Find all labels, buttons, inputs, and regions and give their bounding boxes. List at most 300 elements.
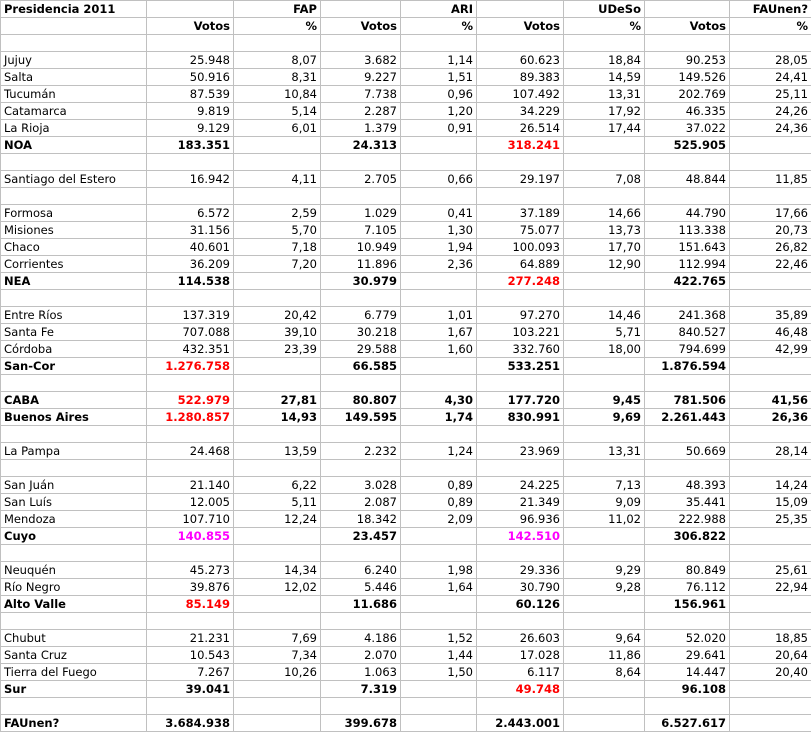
percent-cell[interactable] bbox=[564, 715, 645, 732]
percent-cell[interactable] bbox=[730, 715, 811, 732]
province-name-cell[interactable]: CABA bbox=[1, 392, 147, 409]
province-name-cell[interactable]: Mendoza bbox=[1, 511, 147, 528]
percent-cell[interactable]: 1,24 bbox=[401, 443, 477, 460]
votos-cell[interactable]: 87.539 bbox=[147, 86, 234, 103]
percent-cell[interactable] bbox=[730, 596, 811, 613]
percent-cell[interactable] bbox=[730, 681, 811, 698]
votos-cell[interactable]: 96.936 bbox=[477, 511, 564, 528]
percent-cell[interactable]: 28,14 bbox=[730, 443, 811, 460]
votos-cell[interactable]: 66.585 bbox=[321, 358, 401, 375]
votos-cell[interactable]: 9.129 bbox=[147, 120, 234, 137]
sheet-title[interactable]: Presidencia 2011 bbox=[1, 1, 147, 18]
percent-cell[interactable] bbox=[730, 358, 811, 375]
percent-cell[interactable]: 14,93 bbox=[234, 409, 321, 426]
percent-cell[interactable]: 25,11 bbox=[730, 86, 811, 103]
votos-cell[interactable]: 5.446 bbox=[321, 579, 401, 596]
percent-cell[interactable]: 1,14 bbox=[401, 52, 477, 69]
votos-cell[interactable]: 39.041 bbox=[147, 681, 234, 698]
votos-cell[interactable]: 781.506 bbox=[645, 392, 730, 409]
votos-header-faunen[interactable]: Votos bbox=[645, 18, 730, 35]
percent-cell[interactable]: 11,02 bbox=[564, 511, 645, 528]
empty-cell[interactable] bbox=[401, 426, 477, 443]
empty-cell[interactable] bbox=[1, 188, 147, 205]
empty-cell[interactable] bbox=[645, 375, 730, 392]
empty-cell[interactable] bbox=[477, 154, 564, 171]
province-name-cell[interactable]: NEA bbox=[1, 273, 147, 290]
percent-cell[interactable] bbox=[234, 137, 321, 154]
votos-cell[interactable]: 1.280.857 bbox=[147, 409, 234, 426]
empty-cell[interactable] bbox=[730, 460, 811, 477]
votos-cell[interactable]: 830.991 bbox=[477, 409, 564, 426]
votos-cell[interactable]: 14.447 bbox=[645, 664, 730, 681]
province-name-cell[interactable]: Salta bbox=[1, 69, 147, 86]
province-name-cell[interactable]: Jujuy bbox=[1, 52, 147, 69]
empty-cell[interactable] bbox=[730, 188, 811, 205]
votos-cell[interactable]: 6.779 bbox=[321, 307, 401, 324]
percent-cell[interactable] bbox=[234, 273, 321, 290]
votos-cell[interactable]: 4.186 bbox=[321, 630, 401, 647]
percent-cell[interactable]: 13,59 bbox=[234, 443, 321, 460]
empty-cell[interactable] bbox=[645, 188, 730, 205]
votos-cell[interactable]: 44.790 bbox=[645, 205, 730, 222]
votos-cell[interactable]: 24.468 bbox=[147, 443, 234, 460]
percent-cell[interactable]: 12,90 bbox=[564, 256, 645, 273]
empty-cell[interactable] bbox=[1, 35, 147, 52]
header-cell[interactable] bbox=[645, 1, 730, 18]
empty-cell[interactable] bbox=[1, 460, 147, 477]
percent-cell[interactable] bbox=[564, 358, 645, 375]
votos-cell[interactable]: 1.379 bbox=[321, 120, 401, 137]
percent-cell[interactable]: 1,60 bbox=[401, 341, 477, 358]
votos-cell[interactable]: 21.140 bbox=[147, 477, 234, 494]
empty-cell[interactable] bbox=[147, 154, 234, 171]
percent-cell[interactable]: 9,09 bbox=[564, 494, 645, 511]
empty-cell[interactable] bbox=[234, 698, 321, 715]
percent-cell[interactable] bbox=[730, 273, 811, 290]
empty-cell[interactable] bbox=[645, 613, 730, 630]
percent-cell[interactable]: 42,99 bbox=[730, 341, 811, 358]
percent-cell[interactable]: 9,29 bbox=[564, 562, 645, 579]
empty-cell[interactable] bbox=[401, 154, 477, 171]
votos-cell[interactable]: 6.117 bbox=[477, 664, 564, 681]
empty-cell[interactable] bbox=[730, 545, 811, 562]
votos-cell[interactable]: 23.457 bbox=[321, 528, 401, 545]
party-header-fap[interactable]: FAP bbox=[234, 1, 321, 18]
empty-cell[interactable] bbox=[564, 698, 645, 715]
percent-cell[interactable]: 17,70 bbox=[564, 239, 645, 256]
votos-cell[interactable]: 24.225 bbox=[477, 477, 564, 494]
empty-cell[interactable] bbox=[564, 426, 645, 443]
empty-cell[interactable] bbox=[321, 375, 401, 392]
empty-cell[interactable] bbox=[321, 698, 401, 715]
votos-cell[interactable]: 64.889 bbox=[477, 256, 564, 273]
votos-cell[interactable]: 50.916 bbox=[147, 69, 234, 86]
empty-cell[interactable] bbox=[730, 35, 811, 52]
empty-cell[interactable] bbox=[564, 613, 645, 630]
empty-cell[interactable] bbox=[645, 545, 730, 562]
percent-cell[interactable]: 2,59 bbox=[234, 205, 321, 222]
percent-cell[interactable]: 1,64 bbox=[401, 579, 477, 596]
empty-cell[interactable] bbox=[147, 613, 234, 630]
votos-cell[interactable]: 37.189 bbox=[477, 205, 564, 222]
votos-cell[interactable]: 794.699 bbox=[645, 341, 730, 358]
province-name-cell[interactable]: Entre Ríos bbox=[1, 307, 147, 324]
votos-cell[interactable]: 89.383 bbox=[477, 69, 564, 86]
percent-cell[interactable]: 9,45 bbox=[564, 392, 645, 409]
votos-cell[interactable]: 177.720 bbox=[477, 392, 564, 409]
empty-cell[interactable] bbox=[564, 290, 645, 307]
province-name-cell[interactable]: Tierra del Fuego bbox=[1, 664, 147, 681]
votos-cell[interactable]: 21.231 bbox=[147, 630, 234, 647]
percent-cell[interactable]: 20,64 bbox=[730, 647, 811, 664]
percent-cell[interactable]: 1,94 bbox=[401, 239, 477, 256]
percent-cell[interactable]: 1,50 bbox=[401, 664, 477, 681]
empty-cell[interactable] bbox=[321, 426, 401, 443]
votos-cell[interactable]: 3.028 bbox=[321, 477, 401, 494]
empty-cell[interactable] bbox=[1, 375, 147, 392]
percent-cell[interactable]: 22,94 bbox=[730, 579, 811, 596]
percent-cell[interactable]: 5,70 bbox=[234, 222, 321, 239]
votos-cell[interactable]: 49.748 bbox=[477, 681, 564, 698]
votos-cell[interactable]: 31.156 bbox=[147, 222, 234, 239]
empty-cell[interactable] bbox=[730, 613, 811, 630]
percent-cell[interactable]: 8,64 bbox=[564, 664, 645, 681]
empty-cell[interactable] bbox=[730, 375, 811, 392]
percent-cell[interactable] bbox=[234, 681, 321, 698]
votos-cell[interactable]: 113.338 bbox=[645, 222, 730, 239]
percent-cell[interactable]: 11,86 bbox=[564, 647, 645, 664]
percent-cell[interactable]: 4,11 bbox=[234, 171, 321, 188]
votos-cell[interactable]: 12.005 bbox=[147, 494, 234, 511]
percent-cell[interactable]: 24,36 bbox=[730, 120, 811, 137]
percent-cell[interactable]: 24,41 bbox=[730, 69, 811, 86]
percent-cell[interactable]: 1,44 bbox=[401, 647, 477, 664]
empty-cell[interactable] bbox=[564, 545, 645, 562]
percent-cell[interactable]: 18,84 bbox=[564, 52, 645, 69]
empty-cell[interactable] bbox=[477, 35, 564, 52]
percent-cell[interactable]: 4,30 bbox=[401, 392, 477, 409]
empty-cell[interactable] bbox=[401, 698, 477, 715]
empty-cell[interactable] bbox=[321, 154, 401, 171]
votos-cell[interactable]: 840.527 bbox=[645, 324, 730, 341]
votos-cell[interactable]: 2.705 bbox=[321, 171, 401, 188]
empty-cell[interactable] bbox=[401, 545, 477, 562]
votos-cell[interactable]: 18.342 bbox=[321, 511, 401, 528]
votos-cell[interactable]: 522.979 bbox=[147, 392, 234, 409]
percent-cell[interactable]: 5,11 bbox=[234, 494, 321, 511]
votos-cell[interactable]: 80.849 bbox=[645, 562, 730, 579]
percent-cell[interactable]: 5,14 bbox=[234, 103, 321, 120]
percent-cell[interactable] bbox=[234, 358, 321, 375]
percent-cell[interactable]: 15,09 bbox=[730, 494, 811, 511]
votos-cell[interactable]: 10.949 bbox=[321, 239, 401, 256]
percent-cell[interactable] bbox=[401, 273, 477, 290]
empty-cell[interactable] bbox=[401, 35, 477, 52]
percent-cell[interactable]: 26,82 bbox=[730, 239, 811, 256]
votos-cell[interactable]: 50.669 bbox=[645, 443, 730, 460]
votos-cell[interactable]: 7.319 bbox=[321, 681, 401, 698]
party-header-udeso[interactable]: UDeSo bbox=[564, 1, 645, 18]
votos-cell[interactable]: 36.209 bbox=[147, 256, 234, 273]
votos-cell[interactable]: 114.538 bbox=[147, 273, 234, 290]
empty-cell[interactable] bbox=[730, 290, 811, 307]
percent-cell[interactable]: 1,01 bbox=[401, 307, 477, 324]
province-name-cell[interactable]: Alto Valle bbox=[1, 596, 147, 613]
percent-cell[interactable]: 9,69 bbox=[564, 409, 645, 426]
percent-cell[interactable]: 35,89 bbox=[730, 307, 811, 324]
votos-cell[interactable]: 318.241 bbox=[477, 137, 564, 154]
empty-cell[interactable] bbox=[147, 460, 234, 477]
empty-cell[interactable] bbox=[1, 426, 147, 443]
percent-cell[interactable]: 20,73 bbox=[730, 222, 811, 239]
votos-cell[interactable]: 306.822 bbox=[645, 528, 730, 545]
votos-cell[interactable]: 107.492 bbox=[477, 86, 564, 103]
votos-cell[interactable]: 1.029 bbox=[321, 205, 401, 222]
votos-cell[interactable]: 34.229 bbox=[477, 103, 564, 120]
percent-cell[interactable]: 14,59 bbox=[564, 69, 645, 86]
header-cell[interactable] bbox=[321, 1, 401, 18]
votos-cell[interactable]: 100.093 bbox=[477, 239, 564, 256]
percent-cell[interactable]: 6,01 bbox=[234, 120, 321, 137]
percent-cell[interactable]: 14,66 bbox=[564, 205, 645, 222]
votos-cell[interactable]: 35.441 bbox=[645, 494, 730, 511]
empty-cell[interactable] bbox=[730, 154, 811, 171]
empty-cell[interactable] bbox=[234, 375, 321, 392]
percent-cell[interactable]: 1,51 bbox=[401, 69, 477, 86]
percent-cell[interactable]: 18,00 bbox=[564, 341, 645, 358]
percent-cell[interactable]: 17,66 bbox=[730, 205, 811, 222]
percent-cell[interactable] bbox=[564, 273, 645, 290]
votos-cell[interactable]: 2.070 bbox=[321, 647, 401, 664]
votos-cell[interactable]: 432.351 bbox=[147, 341, 234, 358]
votos-cell[interactable]: 1.876.594 bbox=[645, 358, 730, 375]
percent-cell[interactable]: 14,34 bbox=[234, 562, 321, 579]
votos-cell[interactable]: 46.335 bbox=[645, 103, 730, 120]
empty-cell[interactable] bbox=[234, 35, 321, 52]
empty-cell[interactable] bbox=[564, 460, 645, 477]
votos-cell[interactable]: 52.020 bbox=[645, 630, 730, 647]
province-name-cell[interactable]: Catamarca bbox=[1, 103, 147, 120]
empty-cell[interactable] bbox=[477, 426, 564, 443]
empty-cell[interactable] bbox=[401, 290, 477, 307]
votos-cell[interactable]: 137.319 bbox=[147, 307, 234, 324]
empty-cell[interactable] bbox=[1, 290, 147, 307]
empty-cell[interactable] bbox=[147, 35, 234, 52]
votos-cell[interactable]: 11.686 bbox=[321, 596, 401, 613]
percent-cell[interactable]: 26,36 bbox=[730, 409, 811, 426]
votos-cell[interactable]: 112.994 bbox=[645, 256, 730, 273]
percent-cell[interactable]: 7,08 bbox=[564, 171, 645, 188]
percent-cell[interactable]: 14,46 bbox=[564, 307, 645, 324]
percent-cell[interactable]: 24,26 bbox=[730, 103, 811, 120]
province-name-cell[interactable]: FAUnen? bbox=[1, 715, 147, 732]
percent-cell[interactable]: 20,40 bbox=[730, 664, 811, 681]
empty-cell[interactable] bbox=[477, 460, 564, 477]
percent-cell[interactable]: 7,34 bbox=[234, 647, 321, 664]
province-name-cell[interactable]: San Luís bbox=[1, 494, 147, 511]
province-name-cell[interactable]: Santa Fe bbox=[1, 324, 147, 341]
province-name-cell[interactable]: Sur bbox=[1, 681, 147, 698]
percent-cell[interactable]: 1,30 bbox=[401, 222, 477, 239]
votos-cell[interactable]: 30.218 bbox=[321, 324, 401, 341]
votos-cell[interactable]: 30.979 bbox=[321, 273, 401, 290]
votos-cell[interactable]: 80.807 bbox=[321, 392, 401, 409]
empty-cell[interactable] bbox=[477, 290, 564, 307]
percent-cell[interactable]: 2,09 bbox=[401, 511, 477, 528]
votos-cell[interactable]: 332.760 bbox=[477, 341, 564, 358]
votos-cell[interactable]: 149.526 bbox=[645, 69, 730, 86]
votos-cell[interactable]: 9.819 bbox=[147, 103, 234, 120]
percent-cell[interactable] bbox=[401, 358, 477, 375]
empty-cell[interactable] bbox=[234, 188, 321, 205]
percent-cell[interactable] bbox=[564, 596, 645, 613]
province-name-cell[interactable]: Formosa bbox=[1, 205, 147, 222]
party-header-faunen[interactable]: FAUnen? bbox=[730, 1, 811, 18]
empty-cell[interactable] bbox=[147, 188, 234, 205]
percent-cell[interactable]: 46,48 bbox=[730, 324, 811, 341]
province-name-cell[interactable]: Río Negro bbox=[1, 579, 147, 596]
votos-cell[interactable]: 6.240 bbox=[321, 562, 401, 579]
empty-cell[interactable] bbox=[477, 698, 564, 715]
votos-cell[interactable]: 1.276.758 bbox=[147, 358, 234, 375]
empty-cell[interactable] bbox=[234, 426, 321, 443]
votos-cell[interactable]: 96.108 bbox=[645, 681, 730, 698]
empty-cell[interactable] bbox=[645, 290, 730, 307]
empty-cell[interactable] bbox=[477, 545, 564, 562]
votos-cell[interactable]: 1.063 bbox=[321, 664, 401, 681]
votos-cell[interactable]: 9.227 bbox=[321, 69, 401, 86]
votos-cell[interactable]: 97.270 bbox=[477, 307, 564, 324]
header-cell[interactable] bbox=[147, 1, 234, 18]
percent-cell[interactable] bbox=[234, 596, 321, 613]
percent-cell[interactable] bbox=[564, 528, 645, 545]
empty-cell[interactable] bbox=[321, 545, 401, 562]
votos-cell[interactable]: 60.623 bbox=[477, 52, 564, 69]
empty-cell[interactable] bbox=[321, 613, 401, 630]
percent-cell[interactable]: 8,07 bbox=[234, 52, 321, 69]
percent-cell[interactable]: 0,89 bbox=[401, 477, 477, 494]
empty-cell[interactable] bbox=[1, 545, 147, 562]
percent-cell[interactable]: 1,20 bbox=[401, 103, 477, 120]
percent-cell[interactable]: 1,74 bbox=[401, 409, 477, 426]
votos-cell[interactable]: 422.765 bbox=[645, 273, 730, 290]
votos-cell[interactable]: 26.603 bbox=[477, 630, 564, 647]
empty-cell[interactable] bbox=[645, 426, 730, 443]
empty-cell[interactable] bbox=[401, 460, 477, 477]
votos-header-fap[interactable]: Votos bbox=[147, 18, 234, 35]
percent-cell[interactable]: 2,36 bbox=[401, 256, 477, 273]
empty-cell[interactable] bbox=[1, 154, 147, 171]
empty-cell[interactable] bbox=[564, 375, 645, 392]
percent-cell[interactable]: 18,85 bbox=[730, 630, 811, 647]
percent-cell[interactable]: 0,66 bbox=[401, 171, 477, 188]
votos-cell[interactable]: 29.641 bbox=[645, 647, 730, 664]
percent-cell[interactable]: 22,46 bbox=[730, 256, 811, 273]
votos-cell[interactable]: 39.876 bbox=[147, 579, 234, 596]
percent-cell[interactable]: 17,44 bbox=[564, 120, 645, 137]
party-header-ari[interactable]: ARI bbox=[401, 1, 477, 18]
percent-cell[interactable]: 5,71 bbox=[564, 324, 645, 341]
votos-cell[interactable]: 202.769 bbox=[645, 86, 730, 103]
empty-cell[interactable] bbox=[321, 460, 401, 477]
percent-cell[interactable] bbox=[234, 528, 321, 545]
province-name-cell[interactable]: Buenos Aires bbox=[1, 409, 147, 426]
percent-cell[interactable]: 7,20 bbox=[234, 256, 321, 273]
percent-cell[interactable]: 0,91 bbox=[401, 120, 477, 137]
votos-cell[interactable]: 2.087 bbox=[321, 494, 401, 511]
votos-cell[interactable]: 60.126 bbox=[477, 596, 564, 613]
percent-cell[interactable]: 25,35 bbox=[730, 511, 811, 528]
percent-cell[interactable]: 7,13 bbox=[564, 477, 645, 494]
empty-cell[interactable] bbox=[234, 613, 321, 630]
votos-cell[interactable]: 525.905 bbox=[645, 137, 730, 154]
province-name-cell[interactable]: Santiago del Estero bbox=[1, 171, 147, 188]
votos-cell[interactable]: 11.896 bbox=[321, 256, 401, 273]
votos-cell[interactable]: 17.028 bbox=[477, 647, 564, 664]
percent-cell[interactable] bbox=[730, 137, 811, 154]
votos-cell[interactable]: 7.105 bbox=[321, 222, 401, 239]
empty-cell[interactable] bbox=[477, 375, 564, 392]
percent-cell[interactable]: 8,31 bbox=[234, 69, 321, 86]
empty-cell[interactable] bbox=[564, 35, 645, 52]
votos-cell[interactable]: 23.969 bbox=[477, 443, 564, 460]
pct-header-fap[interactable]: % bbox=[234, 18, 321, 35]
votos-cell[interactable]: 399.678 bbox=[321, 715, 401, 732]
votos-cell[interactable]: 3.682 bbox=[321, 52, 401, 69]
votos-cell[interactable]: 21.349 bbox=[477, 494, 564, 511]
votos-cell[interactable]: 29.197 bbox=[477, 171, 564, 188]
votos-cell[interactable]: 25.948 bbox=[147, 52, 234, 69]
votos-cell[interactable]: 2.261.443 bbox=[645, 409, 730, 426]
empty-cell[interactable] bbox=[321, 188, 401, 205]
empty-cell[interactable] bbox=[401, 375, 477, 392]
votos-cell[interactable]: 7.267 bbox=[147, 664, 234, 681]
percent-cell[interactable] bbox=[564, 681, 645, 698]
percent-cell[interactable]: 17,92 bbox=[564, 103, 645, 120]
percent-cell[interactable]: 20,42 bbox=[234, 307, 321, 324]
votos-cell[interactable]: 37.022 bbox=[645, 120, 730, 137]
pct-header-ari[interactable]: % bbox=[401, 18, 477, 35]
votos-cell[interactable]: 277.248 bbox=[477, 273, 564, 290]
votos-cell[interactable]: 76.112 bbox=[645, 579, 730, 596]
votos-cell[interactable]: 40.601 bbox=[147, 239, 234, 256]
percent-cell[interactable]: 13,31 bbox=[564, 86, 645, 103]
votos-cell[interactable]: 29.588 bbox=[321, 341, 401, 358]
percent-cell[interactable]: 9,64 bbox=[564, 630, 645, 647]
percent-cell[interactable]: 1,67 bbox=[401, 324, 477, 341]
votos-cell[interactable]: 30.790 bbox=[477, 579, 564, 596]
votos-cell[interactable]: 16.942 bbox=[147, 171, 234, 188]
percent-cell[interactable]: 10,26 bbox=[234, 664, 321, 681]
votos-cell[interactable]: 156.961 bbox=[645, 596, 730, 613]
percent-cell[interactable]: 25,61 bbox=[730, 562, 811, 579]
percent-cell[interactable]: 13,73 bbox=[564, 222, 645, 239]
votos-cell[interactable]: 6.572 bbox=[147, 205, 234, 222]
percent-cell[interactable]: 28,05 bbox=[730, 52, 811, 69]
votos-cell[interactable]: 29.336 bbox=[477, 562, 564, 579]
percent-cell[interactable] bbox=[401, 681, 477, 698]
votos-cell[interactable]: 533.251 bbox=[477, 358, 564, 375]
province-name-cell[interactable]: Córdoba bbox=[1, 341, 147, 358]
votos-cell[interactable]: 140.855 bbox=[147, 528, 234, 545]
votos-header-udeso[interactable]: Votos bbox=[477, 18, 564, 35]
percent-cell[interactable]: 11,85 bbox=[730, 171, 811, 188]
votos-cell[interactable]: 6.527.617 bbox=[645, 715, 730, 732]
empty-cell[interactable] bbox=[234, 460, 321, 477]
province-name-cell[interactable]: Chubut bbox=[1, 630, 147, 647]
votos-cell[interactable]: 2.443.001 bbox=[477, 715, 564, 732]
empty-cell[interactable] bbox=[477, 188, 564, 205]
